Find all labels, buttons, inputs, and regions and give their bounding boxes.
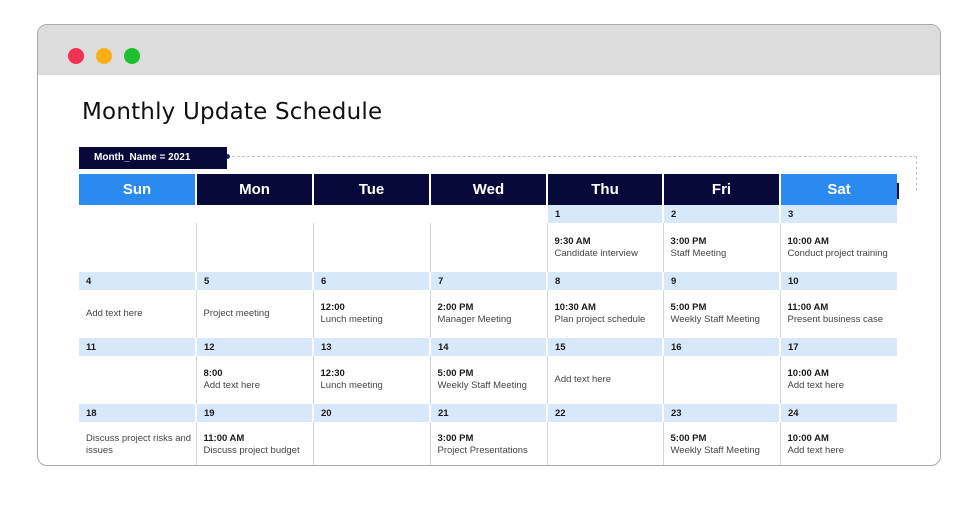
event-description: Add text here [86, 308, 143, 319]
event-time: 3:00 PM [670, 235, 707, 247]
event-description: Plan project schedule [554, 314, 646, 325]
day-cell[interactable] [547, 356, 663, 404]
date-number [430, 205, 547, 223]
day-cell[interactable] [313, 223, 430, 272]
day-cell[interactable] [313, 356, 430, 404]
event-time: 2:00 PM [437, 302, 474, 313]
event-time: 11:00 AM [787, 302, 829, 313]
event-description: Weekly Staff Meeting [670, 444, 760, 456]
day-cell[interactable] [780, 290, 897, 338]
date-number: 23 [663, 404, 780, 422]
event-row [79, 290, 897, 338]
day-cell[interactable] [196, 422, 313, 466]
date-number: 5 [196, 272, 313, 290]
weekday-header-sun: Sun [79, 174, 196, 205]
date-number: 8 [547, 272, 663, 290]
event-time: 10:00 AM [787, 368, 829, 379]
event-time: 5:00 PM [670, 302, 707, 313]
event-row [79, 223, 897, 272]
date-number: 6 [313, 272, 430, 290]
date-number: 16 [663, 338, 780, 356]
event-time: 3:00 PM [437, 432, 474, 444]
date-number: 7 [430, 272, 547, 290]
close-window-button[interactable] [68, 48, 84, 64]
date-number: 2 [663, 205, 780, 223]
event-time: 8:00 [203, 368, 223, 379]
page-title: Monthly Update Schedule [82, 99, 383, 125]
day-cell[interactable] [196, 290, 313, 338]
event-row [79, 422, 897, 466]
event-time: 11:00 AM [203, 432, 245, 444]
event-time: 10:00 AM [787, 432, 829, 444]
date-number: 9 [663, 272, 780, 290]
date-number: 3 [780, 205, 897, 223]
day-cell[interactable] [196, 223, 313, 272]
day-cell[interactable] [663, 356, 780, 404]
day-cell[interactable] [547, 290, 663, 338]
day-cell[interactable] [79, 290, 196, 338]
day-cell[interactable] [313, 290, 430, 338]
event-time: 10:00 AM [787, 235, 829, 247]
event-description: Candidate interview [554, 247, 638, 259]
event-description: Lunch meeting [320, 314, 383, 325]
date-row [79, 404, 897, 422]
event-row [79, 356, 897, 404]
date-number: 10 [780, 272, 897, 290]
month-tag: Month_Name = 2021 [79, 147, 227, 169]
event-description: Weekly Staff Meeting [437, 380, 527, 391]
date-number: 11 [79, 338, 196, 356]
date-number: 17 [780, 338, 897, 356]
maximize-window-button[interactable] [124, 48, 140, 64]
date-row [79, 272, 897, 290]
event-description: Present business case [787, 314, 884, 325]
event-time: 12:30 [320, 368, 345, 379]
weekday-header-fri: Fri [663, 174, 780, 205]
weekday-header-tue: Tue [313, 174, 430, 205]
weekday-header-row [79, 174, 897, 205]
event-description: Conduct project training [787, 247, 888, 259]
date-number: 21 [430, 404, 547, 422]
date-number [79, 205, 196, 223]
date-number [196, 205, 313, 223]
date-number: 14 [430, 338, 547, 356]
day-cell[interactable] [547, 223, 663, 272]
event-description: Lunch meeting [320, 380, 383, 391]
day-cell[interactable] [79, 356, 196, 404]
day-cell[interactable] [663, 422, 780, 466]
event-time: 10:30 AM [554, 302, 596, 313]
day-cell[interactable] [547, 422, 663, 466]
day-cell[interactable] [430, 223, 547, 272]
day-cell[interactable] [430, 290, 547, 338]
event-description: Project meeting [203, 308, 270, 319]
date-number: 13 [313, 338, 430, 356]
event-description: Add text here [554, 374, 612, 385]
event-description: Discuss project risks and issues [86, 432, 192, 456]
event-description: Add text here [787, 444, 845, 456]
event-description: Add text here [787, 380, 845, 391]
day-cell[interactable] [430, 356, 547, 404]
day-cell[interactable] [780, 223, 897, 272]
weekday-header-mon: Mon [196, 174, 313, 205]
event-time: 9:30 AM [554, 235, 591, 247]
date-number: 18 [79, 404, 196, 422]
event-description: Discuss project budget [203, 444, 300, 456]
day-cell[interactable] [780, 356, 897, 404]
event-time: 5:00 PM [670, 432, 707, 444]
day-cell[interactable] [79, 223, 196, 272]
date-number: 12 [196, 338, 313, 356]
date-number: 20 [313, 404, 430, 422]
calendar-grid [79, 174, 897, 466]
weekday-header-thu: Thu [547, 174, 663, 205]
date-number: 19 [196, 404, 313, 422]
minimize-window-button[interactable] [96, 48, 112, 64]
date-number: 4 [79, 272, 196, 290]
date-row [79, 338, 897, 356]
date-number [313, 205, 430, 223]
date-number: 22 [547, 404, 663, 422]
day-cell[interactable] [196, 356, 313, 404]
event-description: Manager Meeting [437, 314, 512, 325]
day-cell[interactable] [313, 422, 430, 466]
day-cell[interactable] [780, 422, 897, 466]
title-bar [38, 25, 940, 75]
day-cell[interactable] [430, 422, 547, 466]
weekday-header-sat: Sat [780, 174, 897, 205]
date-number: 24 [780, 404, 897, 422]
day-cell[interactable] [663, 290, 780, 338]
event-time: 12:00 [320, 302, 345, 313]
event-description: Staff Meeting [670, 247, 727, 259]
event-time: 5:00 PM [437, 368, 474, 379]
event-description: Project Presentations [437, 444, 528, 456]
date-number: 1 [547, 205, 663, 223]
day-cell[interactable] [663, 223, 780, 272]
day-cell[interactable] [79, 422, 196, 466]
event-description: Weekly Staff Meeting [670, 314, 760, 325]
date-row [79, 205, 897, 223]
browser-window [37, 24, 941, 466]
date-number: 15 [547, 338, 663, 356]
weekday-header-wed: Wed [430, 174, 547, 205]
event-description: Add text here [203, 380, 261, 391]
